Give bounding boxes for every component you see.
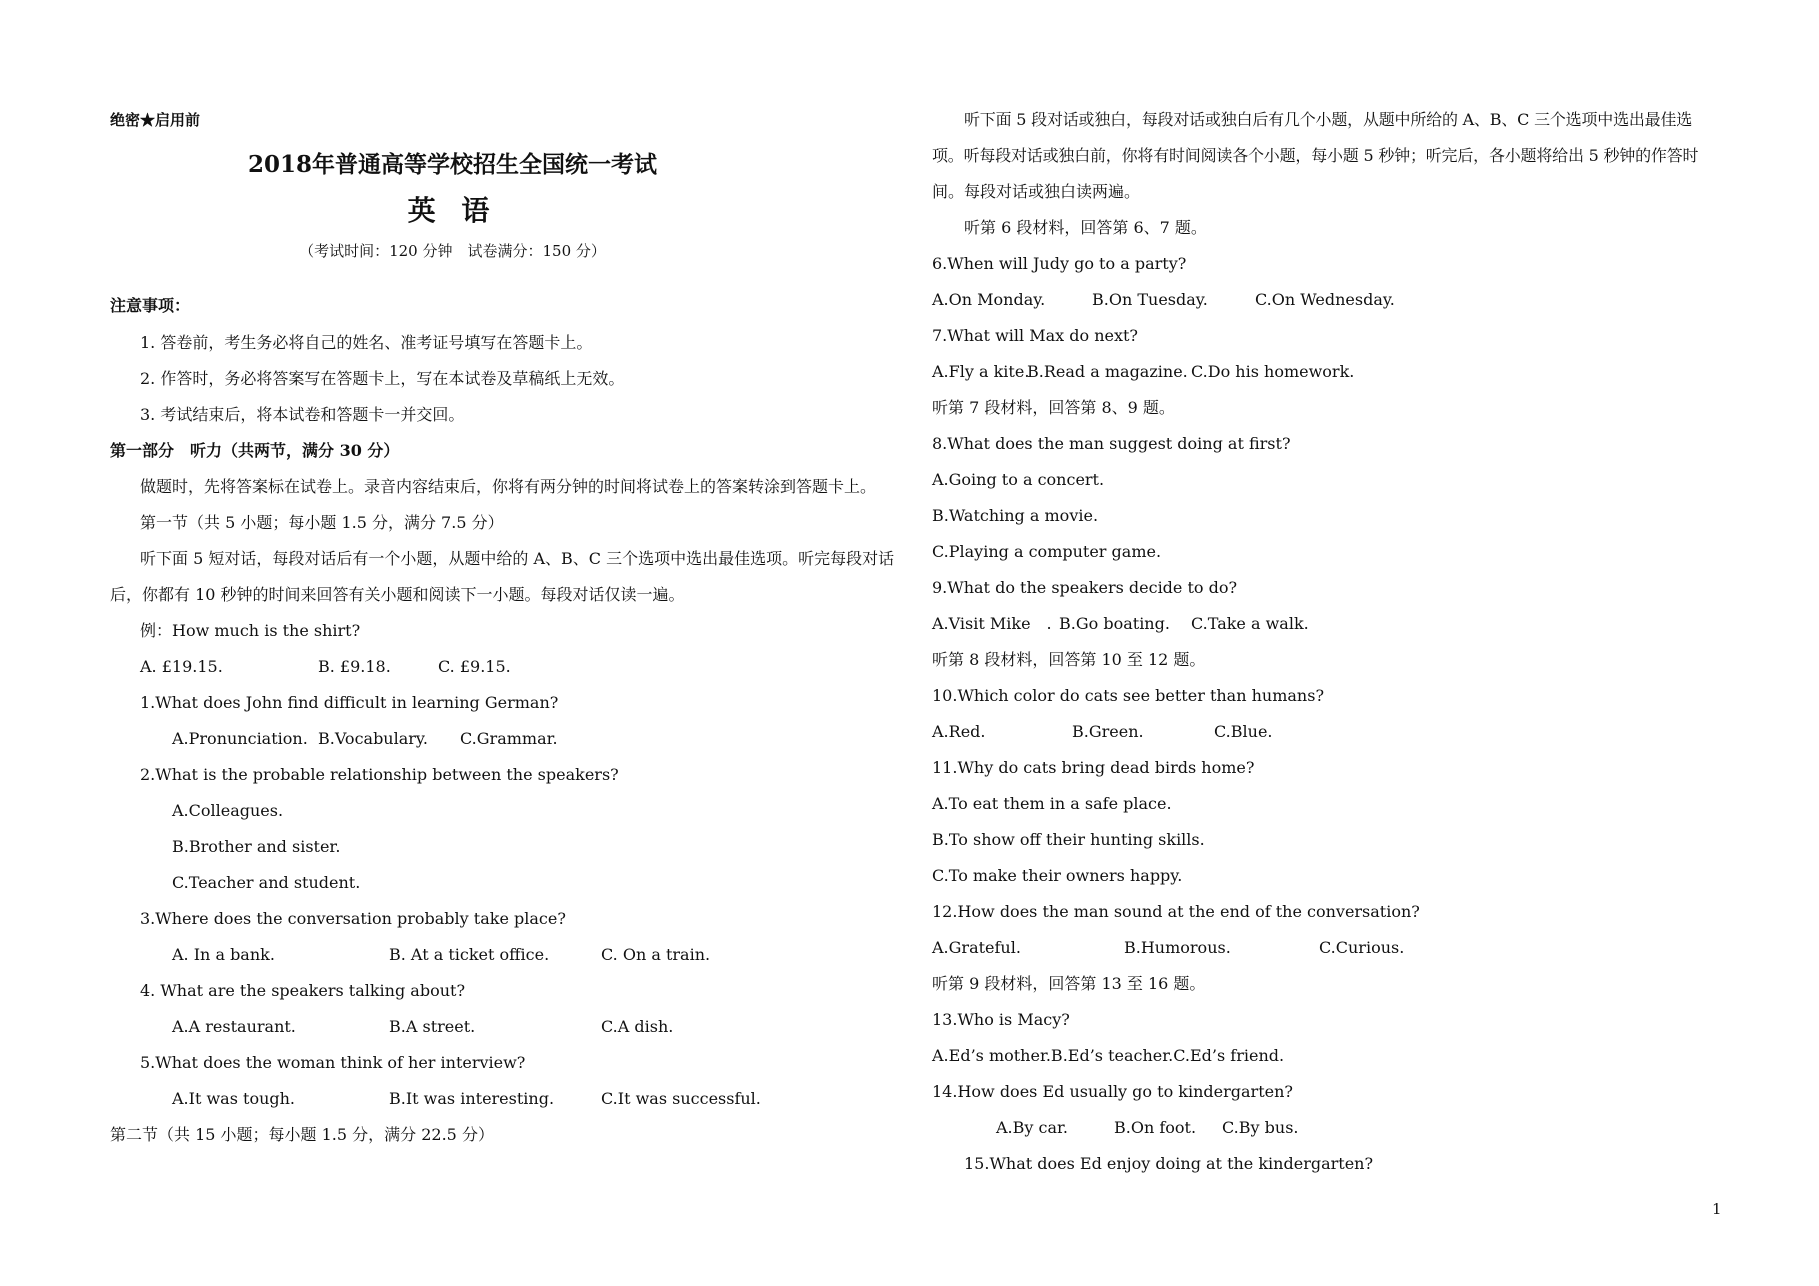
section2-intro-line: 间。每段对话或独白读两遍。	[932, 182, 1141, 201]
option: B.It was interesting.	[389, 1089, 555, 1108]
option: A.A restaurant.	[172, 1017, 296, 1036]
question: 6.When will Judy go to a party?	[932, 254, 1187, 273]
section2-intro-line: 项。听每段对话或独白前，你将有时间阅读各个小题，每小题 5 秒钟；听完后，各小题将给出 5 秒钟的作答时	[932, 146, 1699, 165]
option: B.A street.	[389, 1017, 476, 1036]
exam-title: 2018年普通高等学校招生全国统一考试	[247, 151, 657, 178]
option: A. £19.15.	[140, 657, 223, 676]
option: A.To eat them in a safe place.	[932, 794, 1172, 813]
option: C. On a train.	[601, 945, 711, 964]
section1-intro-line: 听下面 5 短对话，每段对话后有一个小题，从题中给的 A、B、C 三个选项中选出最佳选项。听完每段对话	[140, 549, 895, 568]
question: 8.What does the man suggest doing at first?	[932, 434, 1291, 453]
question: 13.Who is Macy?	[932, 1010, 1070, 1029]
option: B.On Tuesday.	[1092, 290, 1208, 309]
option: A.Grateful.	[932, 938, 1021, 957]
option: C.Take a walk.	[1191, 614, 1309, 633]
option: A.Red.	[932, 722, 986, 741]
option: B.Green.	[1072, 722, 1144, 741]
page-number: 1	[1712, 1200, 1722, 1218]
question: 9.What do the speakers decide to do?	[932, 578, 1238, 597]
part1-heading: 第一部分 听力（共两节，满分 30 分）	[110, 441, 400, 460]
option: C.Teacher and student.	[172, 873, 361, 892]
confidential-label: 绝密★启用前	[110, 111, 201, 129]
option: A.On Monday.	[932, 290, 1046, 309]
option: B.Brother and sister.	[172, 837, 341, 856]
material-heading: 听第 8 段材料，回答第 10 至 12 题。	[932, 650, 1206, 669]
option: A.Visit Mike .	[932, 614, 1052, 633]
option: A.Colleagues.	[172, 801, 284, 820]
option: C.Curious.	[1319, 938, 1405, 957]
option: C.Playing a computer game.	[932, 542, 1162, 561]
question: 2.What is the probable relationship between the speakers?	[140, 765, 619, 784]
question: 14.How does Ed usually go to kindergarten?	[932, 1082, 1293, 1101]
option: A.Going to a concert.	[932, 470, 1105, 489]
question: 12.How does the man sound at the end of the conversation?	[932, 902, 1420, 921]
note-item: 2. 作答时，务必将答案写在答题卡上，写在本试卷及草稿纸上无效。	[140, 369, 625, 388]
option: B.Read a magazine.	[1027, 362, 1188, 381]
material-heading: 听第 7 段材料，回答第 8、9 题。	[932, 398, 1175, 417]
option: A.Pronunciation.	[172, 729, 308, 748]
option: B. £9.18.	[318, 657, 391, 676]
option: C.On Wednesday.	[1255, 290, 1395, 309]
option: B.To show off their hunting skills.	[932, 830, 1205, 849]
options-line: A.Ed’s mother.B.Ed’s teacher.C.Ed’s friend.	[932, 1046, 1285, 1065]
part1-intro: 做题时，先将答案标在试卷上。录音内容结束后，你将有两分钟的时间将试卷上的答案转涂到答题卡上。	[140, 477, 877, 496]
section1-heading: 第一节（共 5 小题；每小题 1.5 分，满分 7.5 分）	[140, 513, 504, 532]
option: C.By bus.	[1222, 1118, 1299, 1137]
option: C.Grammar.	[460, 729, 558, 748]
material-heading: 听第 9 段材料，回答第 13 至 16 题。	[932, 974, 1206, 993]
question: 10.Which color do cats see better than humans?	[932, 686, 1325, 705]
exam-subtitle: （考试时间：120 分钟 试卷满分：150 分）	[299, 242, 606, 260]
question: 5.What does the woman think of her interview?	[140, 1053, 526, 1072]
option: C.It was successful.	[601, 1089, 761, 1108]
material-heading: 听第 6 段材料，回答第 6、7 题。	[964, 218, 1207, 237]
note-item: 3. 考试结束后，将本试卷和答题卡一并交回。	[140, 405, 465, 424]
notes-heading: 注意事项：	[110, 296, 191, 315]
option: B.Go boating.	[1059, 614, 1170, 633]
option: B. At a ticket office.	[389, 945, 550, 964]
option: B.Humorous.	[1124, 938, 1231, 957]
option: B.Vocabulary.	[318, 729, 428, 748]
note-item: 1. 答卷前，考生务必将自己的姓名、准考证号填写在答题卡上。	[140, 333, 593, 352]
question: 1.What does John find difficult in learning German?	[140, 693, 559, 712]
option: A.By car.	[996, 1118, 1068, 1137]
option: C.To make their owners happy.	[932, 866, 1183, 885]
option: A.Fly a kite.	[932, 362, 1030, 381]
question: 7.What will Max do next?	[932, 326, 1138, 345]
option: C.A dish.	[601, 1017, 674, 1036]
option: C.Blue.	[1214, 722, 1273, 741]
section2-intro-line: 听下面 5 段对话或独白，每段对话或独白后有几个小题，从题中所给的 A、B、C 三个选项中选出最佳选	[964, 110, 1693, 129]
question: 4. What are the speakers talking about?	[140, 981, 466, 1000]
section1-intro-line: 后，你都有 10 秒钟的时间来回答有关小题和阅读下一小题。每段对话仅读一遍。	[110, 585, 685, 604]
option: B.On foot.	[1114, 1118, 1197, 1137]
question: 11.Why do cats bring dead birds home?	[932, 758, 1255, 777]
section2-heading: 第二节（共 15 小题；每小题 1.5 分，满分 22.5 分）	[110, 1125, 494, 1144]
exam-subject: 英 语	[407, 194, 498, 227]
option: A.It was tough.	[172, 1089, 296, 1108]
question: 3.Where does the conversation probably take place?	[140, 909, 566, 928]
option: B.Watching a movie.	[932, 506, 1099, 525]
option: C. £9.15.	[438, 657, 511, 676]
example-question: 例：How much is the shirt?	[140, 621, 361, 640]
option: C.Do his homework.	[1191, 362, 1355, 381]
option: A. In a bank.	[172, 945, 275, 964]
question: 15.What does Ed enjoy doing at the kindergarten?	[964, 1154, 1374, 1173]
